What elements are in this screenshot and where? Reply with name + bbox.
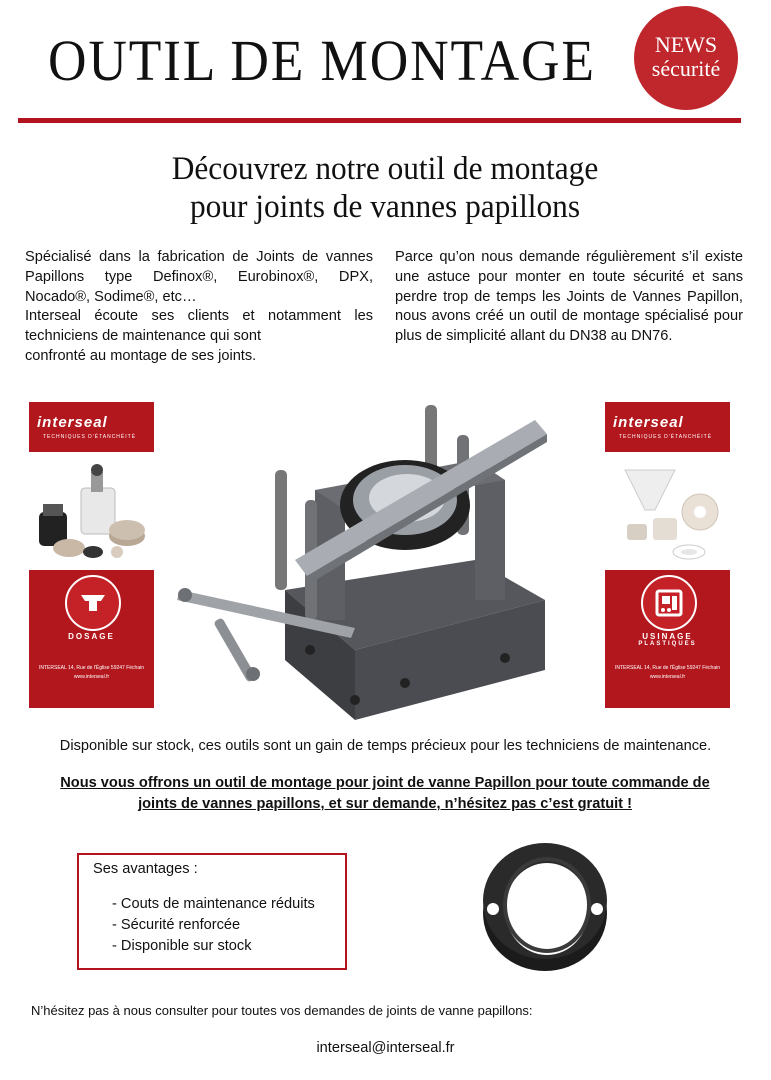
banner-logo-subtitle: TECHNIQUES D'ÉTANCHÉITÉ [619,434,713,440]
offer-statement [25,773,745,815]
banner-footer [605,664,730,682]
badge-line2: sécurité [651,56,721,81]
news-badge [634,6,738,110]
intro-right-column [395,248,743,347]
contact-email[interactable]: interseal@interseal.fr [316,1040,455,1056]
banner-dosage [29,402,154,708]
banner-website: www.interseal.fr [649,674,686,680]
banner-label-line2: PLASTIQUES [638,641,697,647]
banner-usinage [605,402,730,708]
intro-left-p1: Spécialisé dans la fabrication de Joints de vannes Papillons type Definox®, Eurobinox®, DPX, Nocado®, Sodime®, etc… [25,249,373,305]
machining-icon [641,575,697,631]
advantages-title: Ses avantages : [93,861,198,877]
badge-line1: NEWS [654,32,718,57]
banner-label-line1: USINAGE [642,632,693,641]
headline-line1: Découvrez notre outil de montage [171,151,599,187]
advantage-item: - Sécurité renforcée [112,917,241,933]
banner-logo-subtitle: TECHNIQUES D'ÉTANCHÉITÉ [43,434,137,440]
mounting-tool-photo [175,400,555,730]
intro-left-column [25,248,373,367]
stock-statement: Disponible sur stock, ces outils sont un gain de temps précieux pour les techniciens de maintenance. [59,738,712,754]
advantages-list [112,894,315,957]
gasket-ring-photo [475,833,615,981]
intro-right-p1: Parce qu’on nous demande régulièrement s’il existe une astuce pour monter en toute sécurité et sans perdre trop de temps les Joints de Vannes Papillon, nous avons créé un outil de montage spécialisé pour plus de simplicité allant du DN38 au DN76. [395,249,743,345]
banner-website: www.interseal.fr [73,674,110,680]
contact-invitation: N’hésitez pas à nous consulter pour toutes vos demandes de joints de vanne papillons: [31,1003,533,1018]
banner-address: INTERSEAL 14, Rue de l'Église 59247 Féchain [39,665,144,671]
banner-product-photo [29,452,154,570]
page-title: OUTIL DE MONTAGE [48,28,596,93]
advantage-item: - Disponible sur stock [112,938,252,954]
banner-label [605,632,730,647]
dosage-icon [65,575,121,631]
banner-logo: interseal [37,414,108,431]
offer-line2: joints de vannes papillons, et sur demande, n’hésitez pas c’est gratuit ! [138,796,632,812]
banner-address: INTERSEAL 14, Rue de l'Église 59247 Féchain [615,665,720,671]
offer-line1: Nous vous offrons un outil de montage pour joint de vanne Papillon pour toute commande de [60,775,710,791]
banner-logo: interseal [613,414,684,431]
advantage-item: - Couts de maintenance réduits [112,896,315,912]
banner-label: DOSAGE [68,632,115,641]
header-divider [18,118,741,123]
banner-footer [29,664,154,682]
headline [76,150,694,226]
intro-left-p2: Interseal écoute ses clients et notamment les techniciens de maintenance qui sont [25,308,373,345]
intro-left-p3: confronté au montage de ses joints. [25,347,257,364]
headline-line2: pour joints de vannes papillons [189,189,581,225]
banner-product-photo [605,452,730,570]
